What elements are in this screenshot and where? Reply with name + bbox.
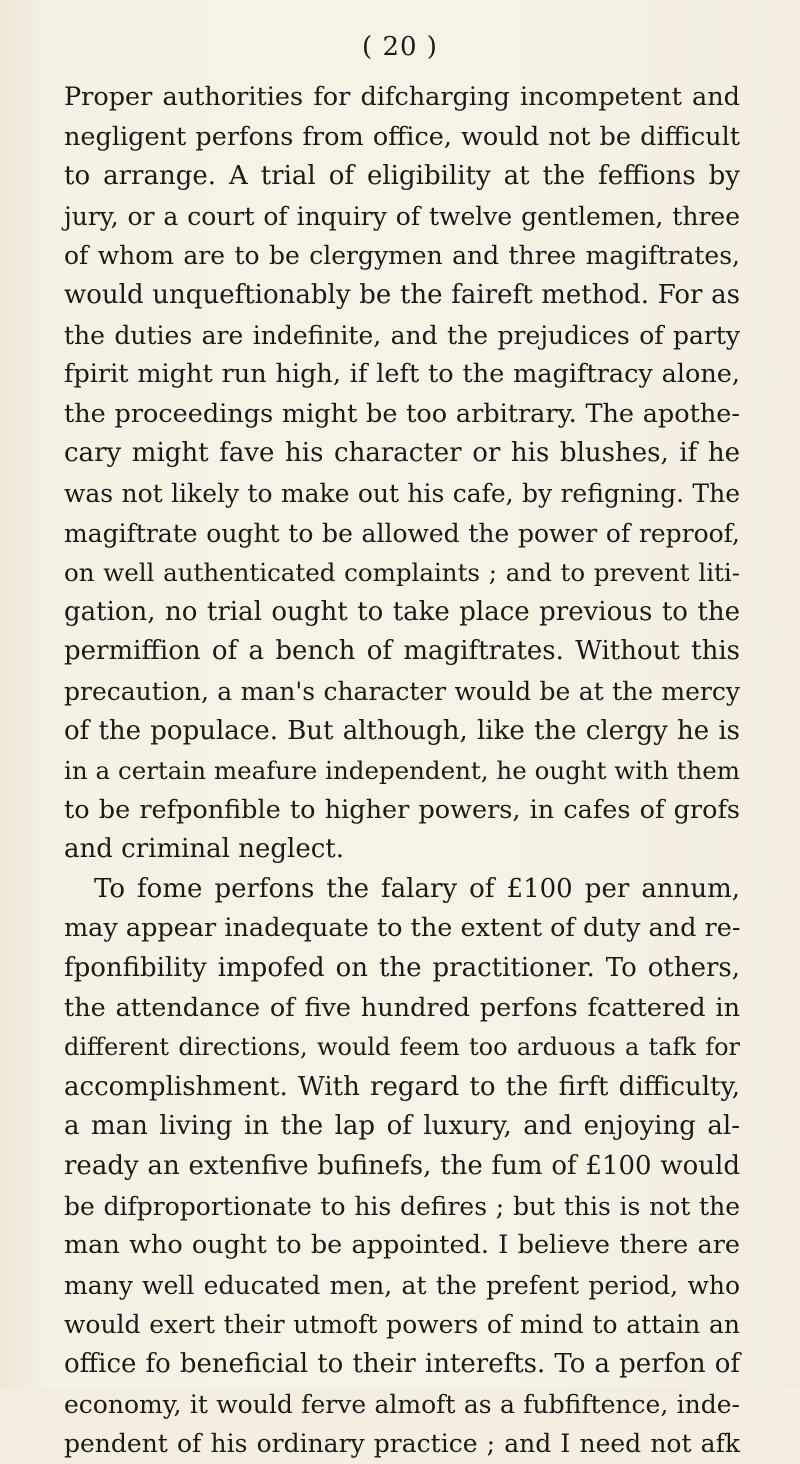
- text-line: of the populace. But although, like the clergy he is: [64, 715, 740, 746]
- text-line: would unqueftionably be the faireft method. For as: [64, 279, 740, 310]
- text-line: may appear inadequate to the extent of duty and re-: [64, 913, 741, 944]
- text-line: in a certain meafure independent, he ought with them: [64, 756, 740, 786]
- text-line: negligent perfons from office, would not be difficult: [64, 121, 740, 152]
- page-number: ( 20 ): [362, 32, 438, 62]
- paragraph-start-line: To fome perfons the falary of £100 per annum,: [94, 873, 740, 904]
- text-line: be difproportionate to his defires ; but this is not the: [64, 1191, 740, 1221]
- text-line: permiffion of a bench of magiftrates. Without this: [64, 636, 740, 667]
- text-line: on well authenticated complaints ; and to prevent liti-: [64, 558, 740, 588]
- text-line: to arrange. A trial of eligibility at the feffions by: [64, 161, 740, 192]
- paragraph-end-line: and criminal neglect.: [64, 834, 345, 865]
- text-line: the attendance of five hundred perfons fcattered in: [64, 992, 740, 1023]
- text-line: precaution, a man's character would be at the mercy: [64, 676, 740, 706]
- text-line: office fo beneficial to their interefts. To a perfon of: [64, 1349, 740, 1379]
- text-line: a man living in the lap of luxury, and enjoying al-: [64, 1111, 740, 1142]
- text-line: fpirit might run high, if left to the magiftracy alone,: [64, 359, 740, 390]
- text-line: was not likely to make out his cafe, by refigning. The: [64, 478, 740, 508]
- text-line: the duties are indefinite, and the prejudices of party: [64, 320, 740, 350]
- text-line: man who ought to be appointed. I believe there are: [64, 1230, 740, 1261]
- body-text: [64, 78, 740, 1464]
- text-line: ready an extenfive bufinefs, the fum of £100 would: [64, 1151, 740, 1182]
- text-line: different directions, would feem too arduous a tafk for: [64, 1033, 740, 1062]
- text-line: fponfibility impofed on the practitioner. To others,: [64, 953, 740, 984]
- text-line: Proper authorities for difcharging incompetent and: [64, 82, 740, 112]
- text-line: accomplishment. With regard to the firft difficulty,: [64, 1071, 740, 1102]
- text-line: magiftrate ought to be allowed the power of reproof,: [64, 518, 740, 548]
- text-line: pendent of his ordinary practice ; and I need not afk: [64, 1429, 740, 1459]
- text-line: economy, it would ferve almoft as a fubfiftence, inde-: [64, 1389, 740, 1419]
- text-line: to be refponfible to higher powers, in cafes of grofs: [64, 794, 740, 825]
- text-line: gation, no trial ought to take place previous to the: [64, 596, 740, 627]
- text-line: would exert their utmoft powers of mind to attain an: [64, 1310, 740, 1340]
- text-line: cary might fave his character or his blushes, if he: [64, 438, 740, 469]
- text-line: of whom are to be clergymen and three magiftrates,: [64, 241, 740, 271]
- text-line: many well educated men, at the prefent period, who: [64, 1270, 740, 1300]
- text-line: jury, or a court of inquiry of twelve gentlemen, three: [64, 201, 740, 231]
- text-line: the proceedings might be too arbitrary. The apothe-: [64, 398, 740, 429]
